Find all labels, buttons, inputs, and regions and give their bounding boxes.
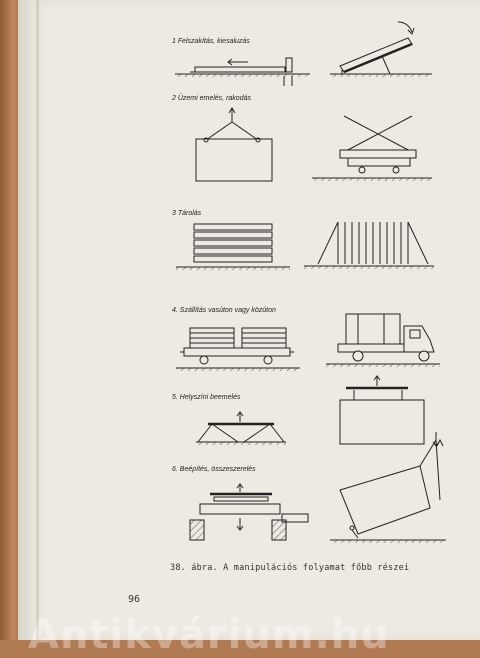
watermark: Antikvárium.hu: [28, 612, 390, 658]
step3-rack-drawing: [304, 222, 434, 269]
step4-railcar-drawing: [176, 328, 300, 371]
step4-truck-drawing: [326, 314, 440, 367]
step5-trestle-drawing: [196, 412, 286, 445]
step2-lifting-drawing: [196, 108, 272, 181]
page-number: 96: [128, 594, 141, 605]
step4-label: 4. Szállítás vasúton vagy közúton: [172, 307, 276, 314]
step6-install-drawing: [190, 484, 308, 540]
step2-loading-drawing: [312, 116, 432, 181]
step5-hoisting-drawing: [340, 376, 439, 446]
figure-caption: 38. ábra. A manipulációs folyamat főbb részei: [170, 563, 410, 573]
step6-label: 6. Beépítés, összeszerelés: [172, 466, 256, 473]
step3-stack-drawing: [176, 224, 290, 270]
step1-tilting-drawing: [330, 22, 432, 77]
step3-label: 3 Tárolás: [172, 210, 202, 217]
step1-stripping-drawing: [175, 58, 310, 86]
step6-tilt-drawing: [330, 440, 446, 543]
step2-label: 2 Üzemi emelés, rakodás: [172, 95, 251, 102]
step5-label: 5. Helyszíni beemelés: [172, 394, 241, 401]
step1-label: 1 Felszakítás, kiesaluzás: [172, 38, 250, 45]
